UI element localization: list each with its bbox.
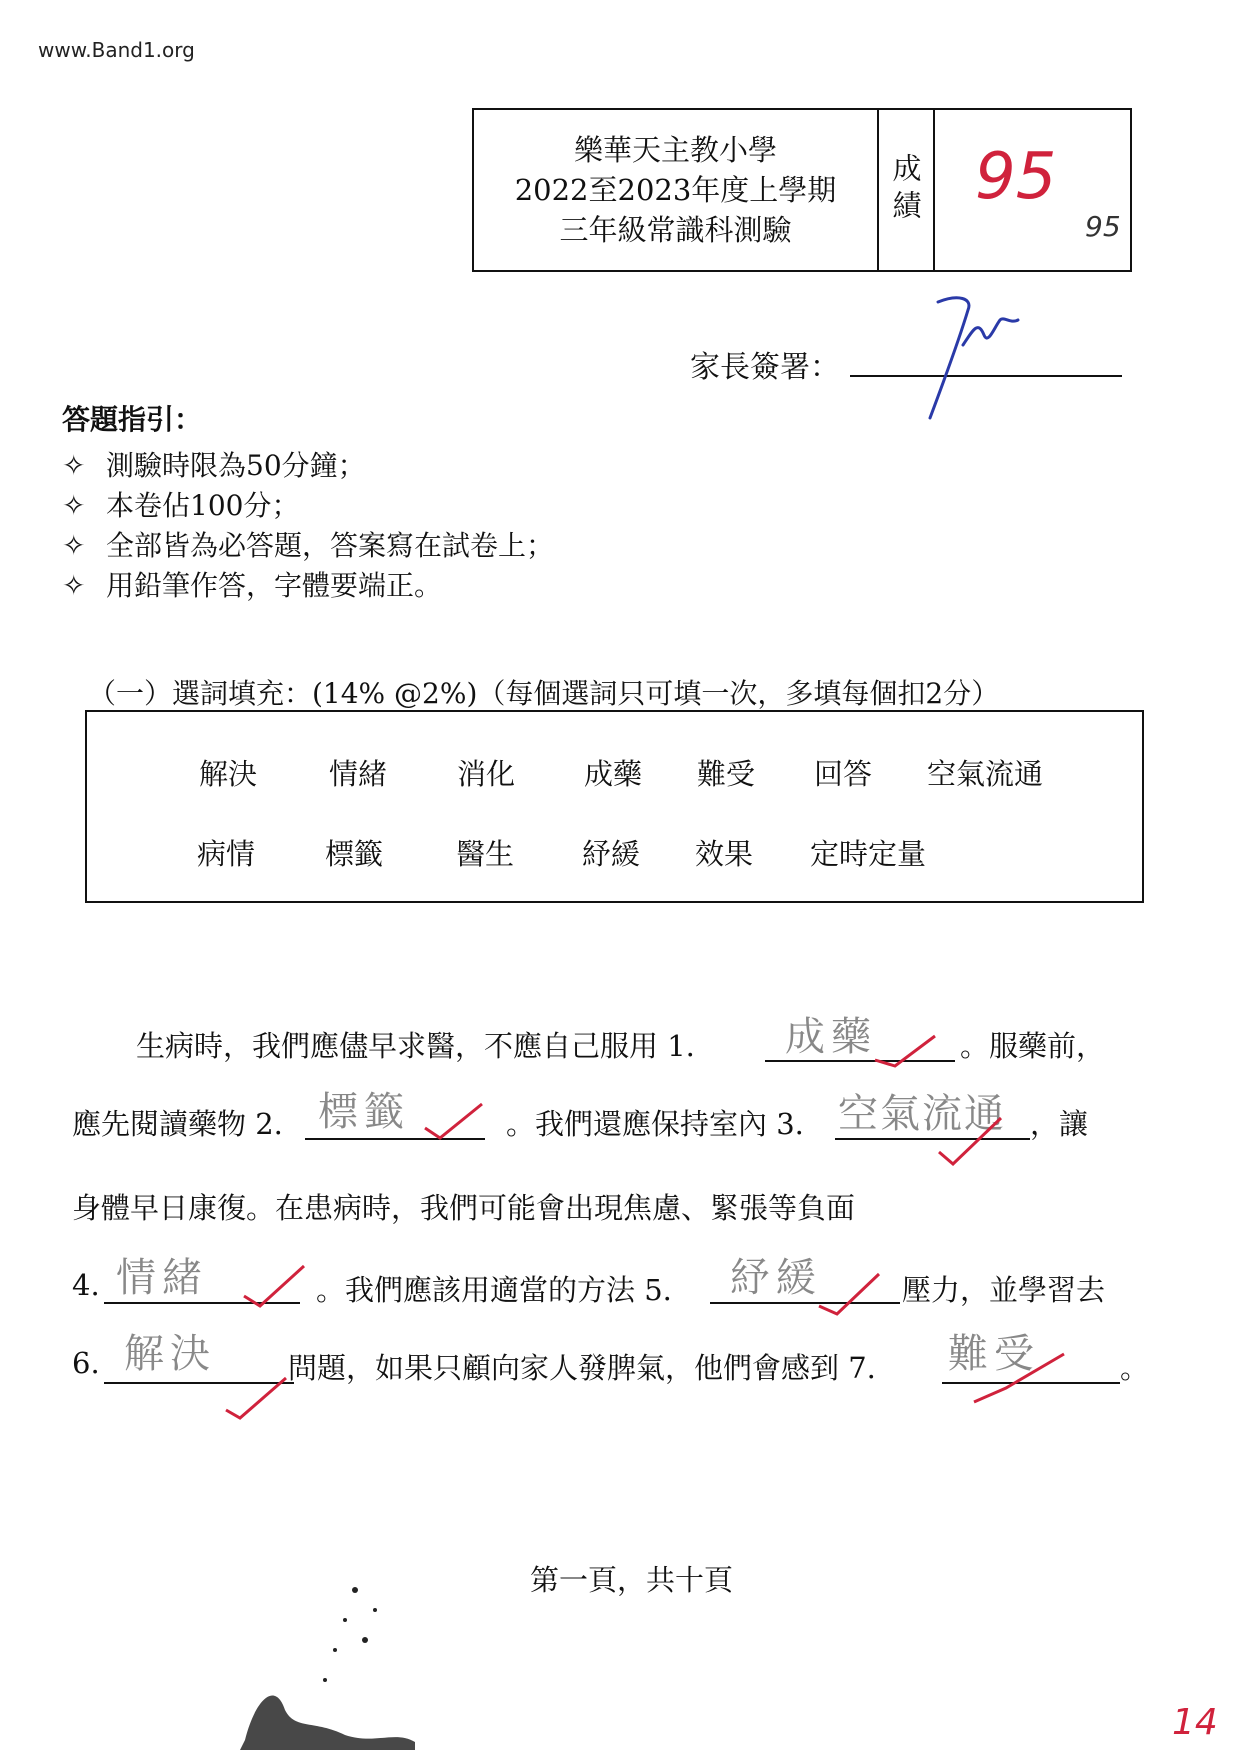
instruction-item: ✧ 本卷佔100分； — [62, 489, 300, 522]
bank-word: 消化 — [457, 757, 516, 791]
instruction-item: ✧ 全部皆為必答題，答案寫在試卷上； — [62, 529, 555, 562]
page-footer: 第一頁，共十頁 — [530, 1563, 734, 1597]
passage-text: 問題，如果只顧向家人發脾氣，他們會感到 7. — [288, 1351, 876, 1385]
check-mark-icon — [970, 1348, 1070, 1412]
passage-text: 。服藥前， — [960, 1029, 1106, 1063]
marker-count: 14 — [1172, 1702, 1218, 1743]
exam-title: 三年級常識科測驗 — [559, 213, 792, 247]
word-bank — [85, 710, 1144, 903]
bullet-icon: ✧ — [62, 569, 86, 602]
answer-7: 難受 — [948, 1331, 1040, 1377]
section-title: （一）選詞填充：(14% @2%)（每個選詞只可填一次，多填每個扣2分） — [88, 677, 1000, 710]
passage-text: 6. — [72, 1346, 100, 1380]
instructions-title: 答題指引： — [62, 403, 203, 436]
bullet-icon: ✧ — [62, 449, 86, 482]
school-name: 樂華天主教小學 — [573, 133, 777, 167]
instruction-item: ✧ 測驗時限為50分鐘； — [62, 449, 366, 482]
bullet-icon: ✧ — [62, 489, 86, 522]
passage-text: 應先閱讀藥物 2. — [72, 1107, 283, 1141]
passage-text: 。我們還應保持室內 3. — [506, 1107, 804, 1141]
passage-text: ，讓 — [1030, 1107, 1089, 1141]
passage-text: 身體早日康復。在患病時，我們可能會出現焦慮、緊張等負面 — [72, 1191, 856, 1225]
score-label-cell — [879, 110, 935, 270]
bank-word: 紓緩 — [582, 837, 641, 871]
bank-word: 解決 — [199, 757, 258, 791]
bank-word: 難受 — [697, 757, 756, 791]
bank-word: 病情 — [197, 837, 256, 871]
bank-word: 情緒 — [329, 757, 388, 791]
score-cell — [935, 110, 1130, 270]
check-mark-icon — [420, 1100, 490, 1140]
passage-text: 。我們應該用適當的方法 5. — [316, 1273, 672, 1307]
passage-text: 壓力，並學習去 — [902, 1273, 1106, 1307]
bank-word: 效果 — [695, 837, 754, 871]
answer-5: 紓緩 — [730, 1255, 822, 1301]
score-label: 成績 — [888, 153, 923, 227]
answer-4: 情緒 — [116, 1255, 208, 1301]
bank-word: 標籤 — [325, 837, 384, 871]
instruction-item: ✧ 用鉛筆作答，字體要端正。 — [62, 569, 443, 602]
check-mark-icon — [222, 1372, 292, 1422]
score-value: 95 — [975, 140, 1057, 214]
school-info — [474, 110, 879, 270]
bank-word: 回答 — [814, 757, 873, 791]
signature-label: 家長簽署： — [690, 350, 840, 385]
passage-text: 生病時，我們應儘早求醫，不應自己服用 1. — [136, 1029, 695, 1063]
answer-2: 標籤 — [318, 1089, 410, 1135]
answer-1: 成藥 — [785, 1014, 877, 1060]
site-url: www.Band1.org — [38, 38, 195, 62]
bank-word: 成藥 — [584, 757, 643, 791]
passage-text: 。 — [1120, 1351, 1150, 1385]
ink-smudge — [225, 1570, 425, 1750]
school-year: 2022至2023年度上學期 — [514, 173, 837, 207]
answer-3: 空氣流通 — [838, 1091, 1006, 1137]
check-mark-icon — [935, 1112, 1005, 1166]
check-mark-icon — [815, 1268, 885, 1318]
answer-6: 解決 — [124, 1331, 216, 1377]
bank-word: 醫生 — [456, 837, 515, 871]
bank-word: 定時定量 — [810, 837, 927, 871]
parent-signature-scribble — [918, 290, 1028, 430]
bank-word: 空氣流通 — [927, 757, 1044, 791]
check-mark-icon — [870, 1030, 940, 1070]
check-mark-icon — [240, 1262, 310, 1308]
passage-text: 4. — [72, 1268, 100, 1302]
score-total: 95 — [1085, 210, 1121, 243]
header-box — [472, 108, 1132, 272]
bullet-icon: ✧ — [62, 529, 86, 562]
